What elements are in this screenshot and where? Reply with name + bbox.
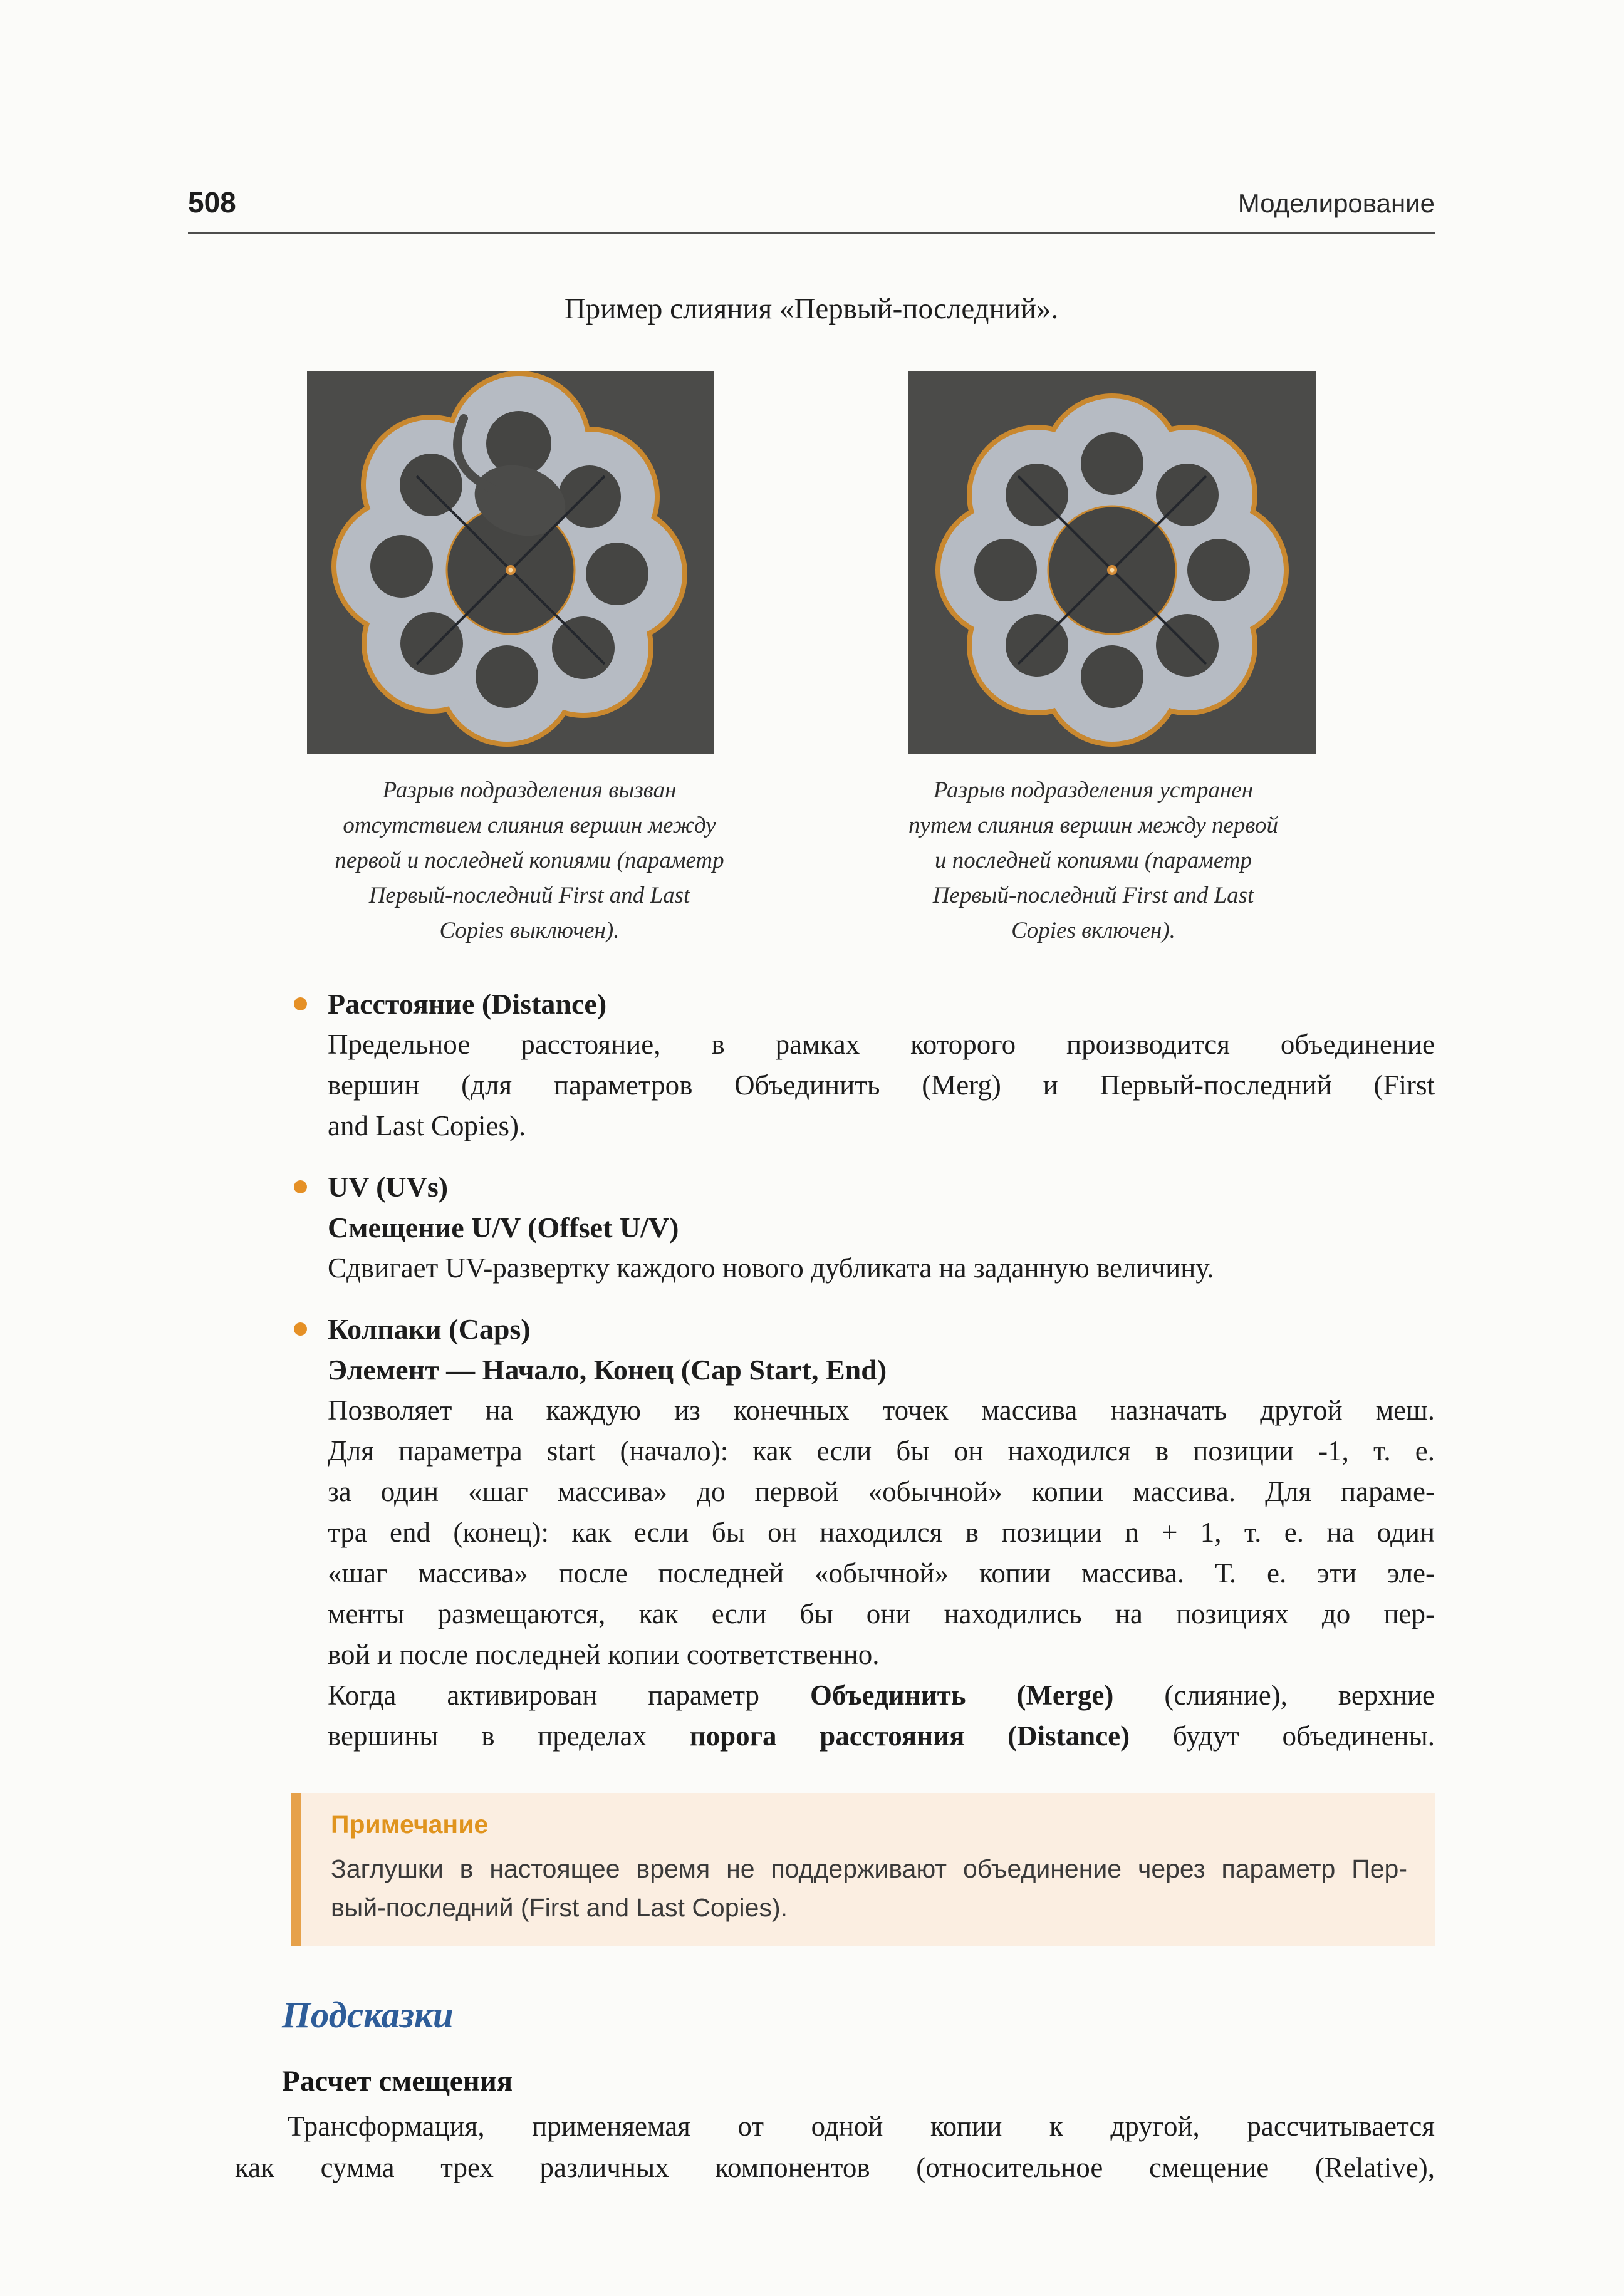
parameter-body: Предельное расстояние, в рамках которого производится объединение вершин (для параметров Объединить (Merg) и Первый-последний (First and Last Copies). [328, 1029, 1435, 1141]
list-item-distance [328, 984, 1435, 1146]
origin-dot-core [1110, 568, 1115, 573]
parameter-title: Колпаки (Caps) [328, 1313, 531, 1345]
list-item-caps [328, 1309, 1435, 1757]
figure-caption-right: Разрыв подразделения устранен путем слияния вершин между первой и последней копиями (параметр Первый-последний First and Last Copies включен). [908, 777, 1278, 943]
figure-row [188, 371, 1435, 754]
figure-title: Пример слияния «Первый-последний». [564, 293, 1059, 325]
tips-paragraph: Трансформация, применяемая от одной копии к другой, рассчитывается как сумма трех различных компонентов (относительное смещение (Relative), [235, 2111, 1435, 2183]
parameter-body: Позволяет на каждую из конечных точек массива назначать другой меш. Для параметра start (начало): как если бы он находился в позиции -1, т. е. за один «шаг массива» до первой «обычной» копии массива. Для параме- тра end (конец): как если бы он находился в позиции n + 1, т. е. на один «шаг массива» после последней «обычной» копии массива. Т. е. эти эле- менты размещаются, как если бы они находились на позициях до пер- вой и после последней копии соответственно. [328, 1395, 1435, 1670]
parameter-title: UV (UVs) [328, 1171, 449, 1203]
subsection-heading-offset-calc: Расчет смещения [282, 2065, 513, 2097]
parameter-title: Расстояние (Distance) [328, 988, 607, 1020]
section-heading-tips: Подсказки [282, 1994, 454, 2035]
parameter-body-merge: Когда активирован параметр Объединить (Merge) (слияние), верхние вершины в пределах порога расстояния (Distance) будут объединены. [328, 1680, 1435, 1752]
viewport-screenshot-broken [307, 371, 714, 754]
parameter-subtitle: Смещение U/V (Offset U/V) [328, 1212, 679, 1244]
chapter-title: Моделирование [1237, 189, 1435, 218]
viewport-screenshot-merged [908, 371, 1316, 754]
parameter-subtitle: Элемент — Начало, Конец (Cap Start, End) [328, 1354, 887, 1386]
origin-dot-core [509, 568, 513, 573]
page-header [188, 0, 1435, 219]
bullet-icon [294, 997, 307, 1010]
flower-merged-figure [908, 371, 1316, 754]
page-number: 508 [188, 186, 236, 219]
parameter-body: Сдвигает UV-развертку каждого нового дубликата на заданную величину. [328, 1252, 1214, 1284]
bullet-icon [294, 1322, 307, 1336]
flower-broken-figure [307, 371, 714, 754]
note-body: Заглушки в настоящее время не поддерживают объединение через параметр Пер- вый-последний (First and Last Copies). [331, 1854, 1407, 1922]
figure-captions [188, 773, 1435, 948]
bullet-icon [294, 1180, 307, 1193]
note-box [291, 1793, 1435, 1946]
list-item-uv [328, 1166, 1435, 1289]
parameter-list [188, 984, 1435, 1757]
note-title: Примечание [331, 1810, 489, 1839]
figure-caption-left: Разрыв подразделения вызван отсутствием слияния вершин между первой и последней копиями (параметр Первый-последний First and Last Copies выключен). [335, 777, 724, 943]
header-rule [188, 232, 1435, 234]
